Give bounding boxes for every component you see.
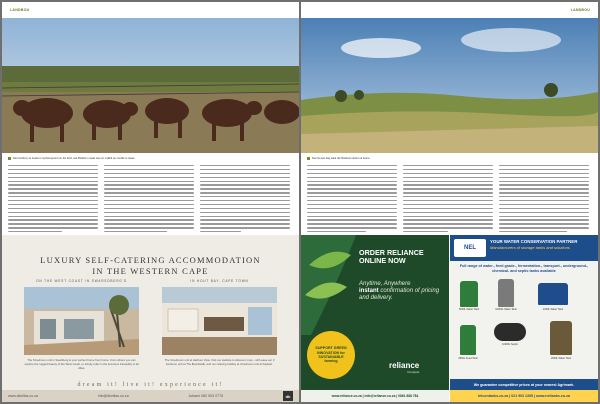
text-column [307, 165, 397, 232]
reliance-tagline: Anytime, Anywhere instant confirmation of pricing and delivery. [359, 281, 440, 301]
field-photo [301, 18, 598, 153]
article-body-left [8, 165, 290, 232]
article-body-right [307, 165, 589, 232]
tank-label: 1000L Water Tank [542, 308, 564, 311]
advert-tagline: dream it! live it! experience it! [77, 382, 224, 388]
tank-image [498, 279, 514, 307]
tanks-title: YOUR WATER CONSERVATION PARTNER [490, 239, 578, 244]
email-link[interactable]: info@dkvillas.co.za [97, 394, 129, 398]
website-link[interactable]: www.dkvillas.co.za [8, 394, 38, 398]
tank-image [460, 281, 478, 307]
advert-title: LUXURY SELF-CATERING ACCOMMODATION [40, 255, 261, 265]
section-header-left: LANDBOU [10, 8, 30, 12]
accommodation-advert[interactable] [2, 235, 299, 402]
venue-title-hout-bay: IN HOUT BAY, CAPE TOWN [190, 279, 249, 283]
tank-image [550, 321, 572, 355]
tank-image [538, 283, 568, 305]
reliance-advert[interactable] [301, 235, 449, 402]
venue-title-west-coast: ON THE WEST COAST IN SWARSDBERG'S [36, 279, 127, 283]
phone-number: Johann 082 903 0775 [188, 394, 224, 398]
dk-logo: dk [283, 391, 293, 401]
reliance-logo: reliance Compost [389, 361, 420, 374]
tank-label: 10000L Water Tank [495, 308, 517, 311]
venue-description-hout-bay: The 3-bedroom unit at Harbour View. Visit our website to discover more - with ease our 3 bedroom unit at The Boardwalk, and our relaxing holiday at 3-bedroom unit at Kaptein. [164, 358, 275, 366]
tank-label: 5000L Water Tank [458, 308, 480, 311]
tank-label: 10000L Septic [502, 343, 518, 346]
green-innovation-badge: SUPPORT GREEN INNOVATION for SUSTAINABLE farming [307, 331, 355, 379]
tank-image [494, 323, 526, 341]
advert-subtitle: IN THE WESTERN CAPE [92, 266, 209, 276]
nel-logo: NEL [454, 239, 486, 257]
tanks-subtitle: Manufacturers of storage tanks and solutions [490, 245, 570, 250]
tanks-header [450, 235, 598, 261]
venue-photo-hout-bay [162, 287, 277, 355]
text-column [403, 165, 493, 232]
text-column [8, 165, 98, 232]
reliance-contact-bar[interactable]: www.reliance.co.za | info@reliance.co.za | 0861 888 784 [301, 390, 449, 402]
section-header-right: LANDBOU [570, 8, 590, 12]
caption-marker [307, 157, 310, 160]
cattle-photo [2, 18, 299, 153]
tank-label: 2000L Water Tank [550, 357, 572, 360]
text-column [200, 165, 290, 232]
magazine-spread [2, 2, 598, 402]
water-tanks-advert[interactable] [450, 235, 598, 402]
tanks-contact-bar[interactable]: telcontanks.co.za | 021 903 1395 | www.neltanks.co.za [450, 390, 598, 402]
text-column [499, 165, 589, 232]
photo-caption-right: Die hemels dag staal die Mitsbuul uitrekt na boere. [307, 157, 370, 160]
tank-image [460, 325, 476, 355]
venue-photo-west-coast [24, 287, 139, 355]
advert-footer [2, 390, 299, 402]
venue-description-west-coast: The 5-bedroom unit in Swartberg is your perfect home from home. From where you can explore the rugged beauty of the West Coast, or simply relax in the luxurious tranquility of all villas. [24, 358, 139, 370]
tank-label: 2500L Feed Tank [458, 357, 478, 360]
right-page [301, 2, 598, 402]
text-column [104, 165, 194, 232]
photo-caption-left: Die boerdery se koeke is wydverspreid oor die land, wat Buffels in staat stel om maklik op meville te oleas. [8, 157, 135, 160]
reliance-headline: ORDER RELIANCE ONLINE NOW [359, 248, 424, 265]
caption-marker [8, 157, 11, 160]
price-guarantee-banner: We guarantee competitive prices at your nearest Agrimark. [450, 379, 598, 390]
tanks-range-text: Full range of water-, feed grade-, fermentation-, transport-, underground-, chemical- and septic tanks available [459, 264, 589, 273]
left-page [2, 2, 299, 402]
